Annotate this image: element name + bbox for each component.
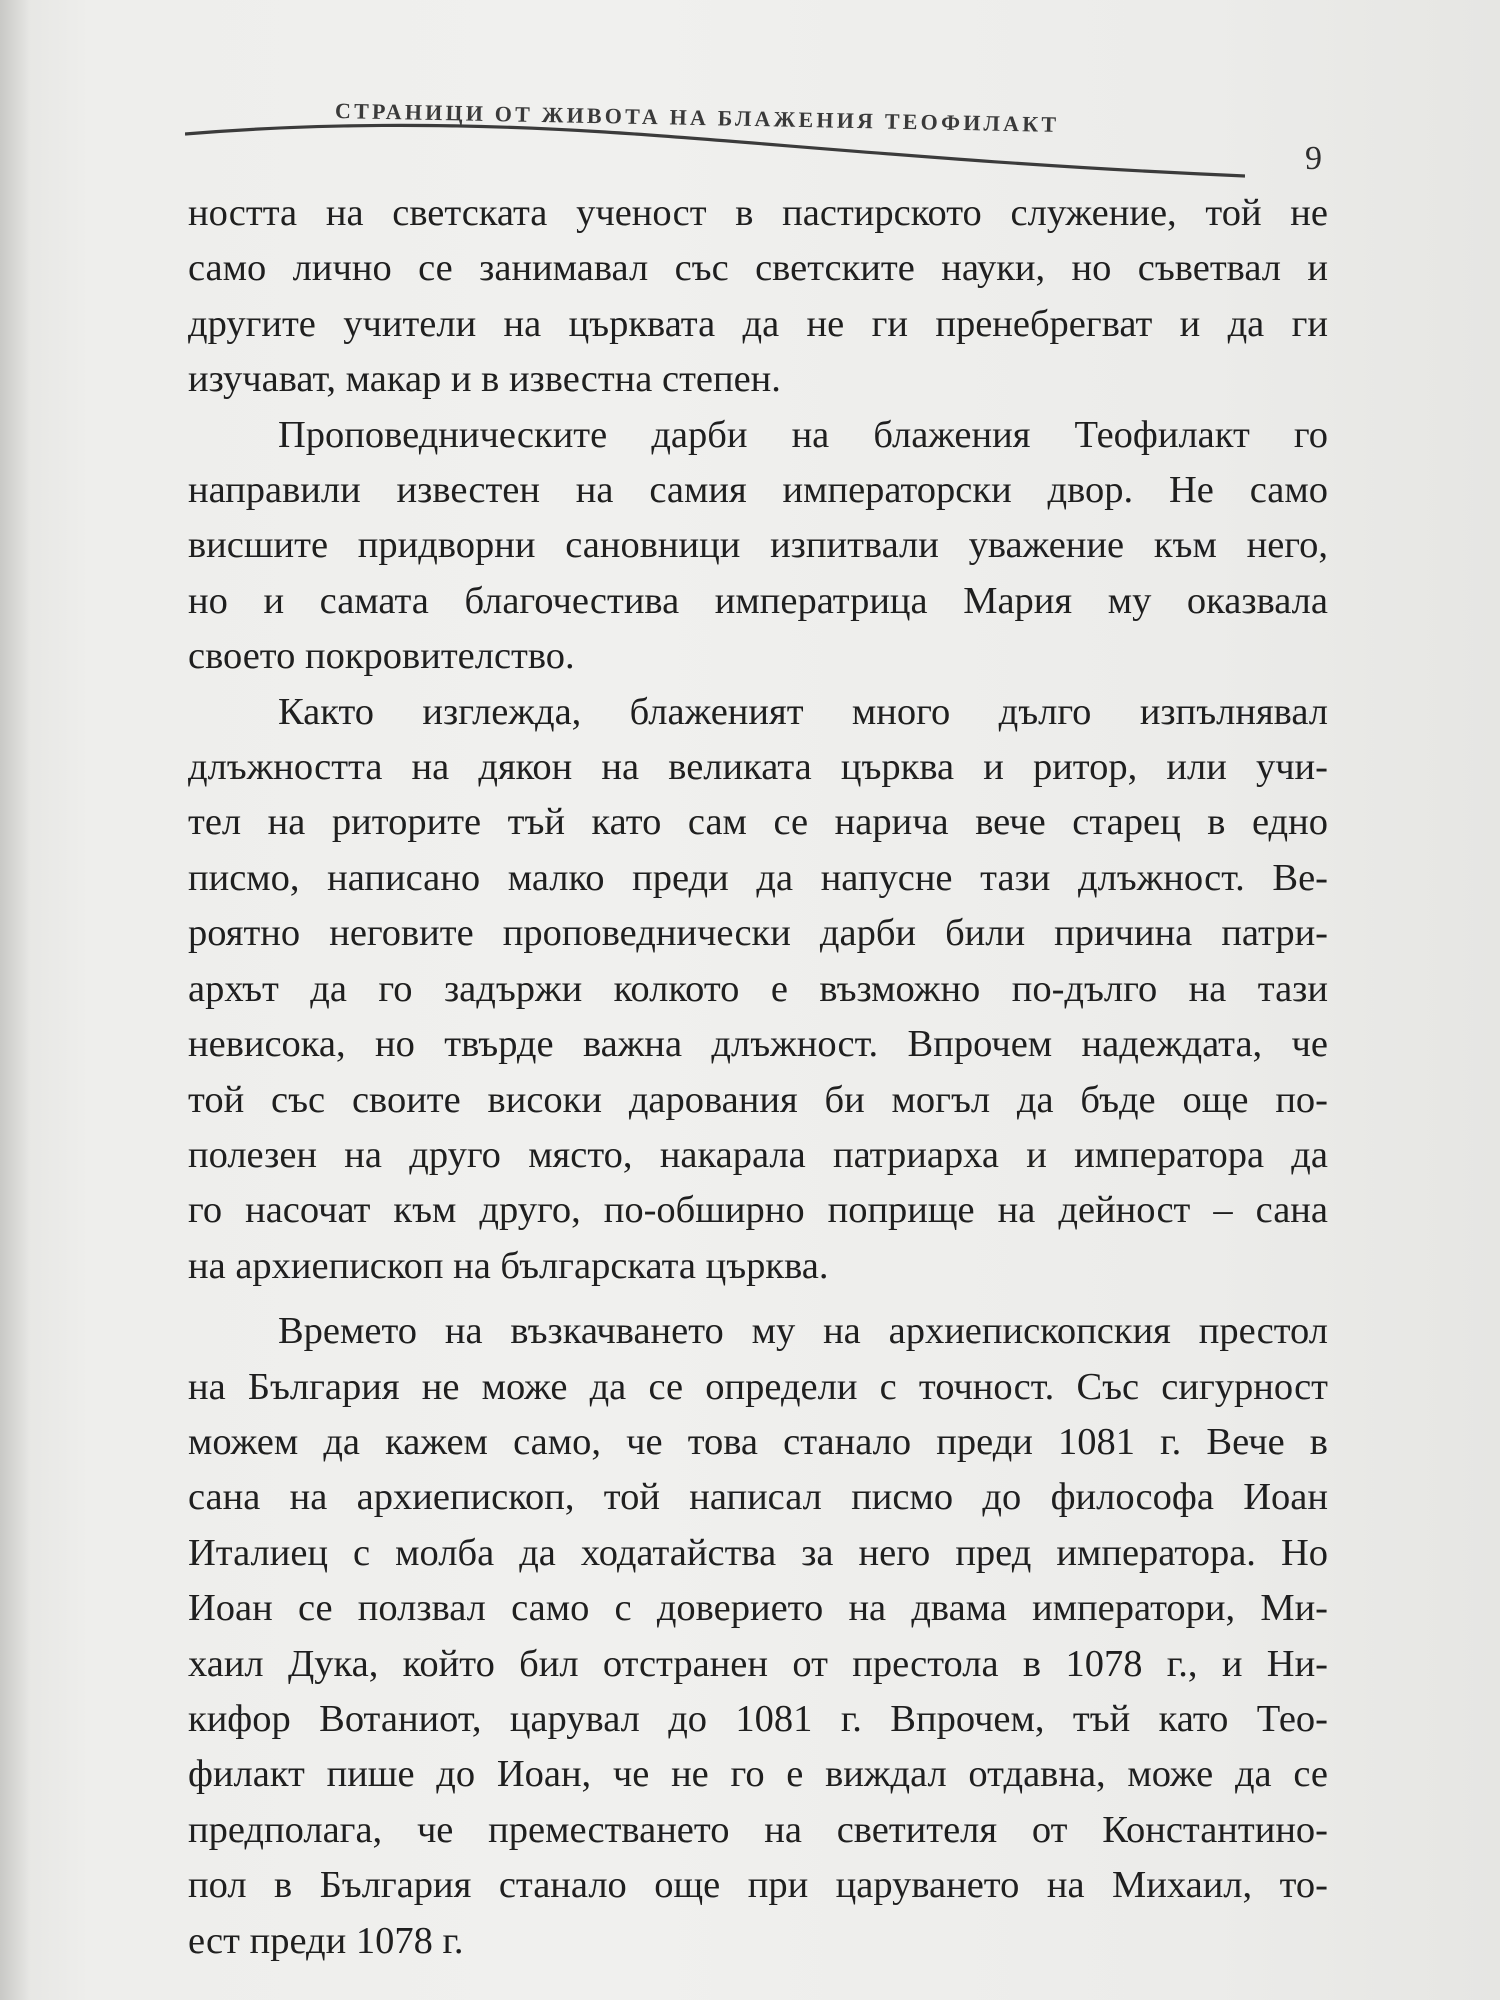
text-line: предполага, че преместването на светителя от Константино- — [188, 1808, 1328, 1851]
body-text — [188, 186, 1338, 1969]
text-line: на архиепископ на българската църква. — [188, 1244, 829, 1287]
text-line: го насочат към друго, по-обширно поприще на дейност – сана — [188, 1189, 1328, 1232]
text-line: Италиец с молба да ходатайства за него пред императора. Но — [188, 1531, 1328, 1574]
text-line: невисока, но твърде важна длъжност. Впрочем надеждата, че — [188, 1023, 1328, 1066]
text-line: филакт пише до Иоан, че не го е виждал отдавна, може да се — [188, 1753, 1328, 1796]
text-line: Иоан се ползвал само с доверието на двама императори, Ми- — [188, 1587, 1328, 1630]
page-number: 9 — [1305, 140, 1322, 177]
text-line: той със своите високи дарования би могъл да бъде още по- — [188, 1078, 1328, 1121]
text-line: висшите придворни сановници изпитвали уважение към него, — [188, 524, 1328, 567]
paragraph — [188, 1304, 1338, 1969]
text-line: роятно неговите проповеднически дарби били причина патри- — [188, 912, 1328, 955]
text-line: архът да го задържи колкото е възможно по-дълго на тази — [188, 967, 1328, 1010]
text-line: ността на светската ученост в пастирското служение, той не — [188, 192, 1328, 234]
text-line: писмо, написано малко преди да напусне тази длъжност. Ве- — [188, 856, 1328, 899]
text-line: длъжността на дякон на великата църква и ритор, или учи- — [188, 746, 1328, 789]
paragraph — [188, 186, 1338, 408]
paragraph-gap — [188, 1294, 1338, 1304]
text-line: можем да кажем само, че това станало преди 1081 г. Вече в — [188, 1420, 1328, 1463]
text-line: Както изглежда, блаженият много дълго изпълнявал — [278, 690, 1328, 733]
text-line: хаил Дука, който бил отстранен от престола в 1078 г., и Ни- — [188, 1642, 1328, 1685]
text-line: Проповедническите дарби на блажения Теофилакт го — [278, 413, 1328, 456]
text-line: кифор Вотаниот, царувал до 1081 г. Впрочем, тъй като Тео- — [188, 1697, 1328, 1740]
paragraph — [188, 685, 1338, 1294]
text-line: пол в България станало още при царуването на Михаил, то- — [188, 1864, 1328, 1907]
page-header — [185, 86, 1365, 196]
text-line: другите учители на църквата да не ги пренебрегват и да ги — [188, 302, 1328, 345]
text-line: само лично се занимавал със светските науки, но съветвал и — [188, 247, 1328, 290]
text-line: направили известен на самия императорски двор. Не само — [188, 469, 1328, 512]
text-line: сана на архиепископ, той написал писмо до философа Иоан — [188, 1476, 1328, 1519]
text-line: своето покровителство. — [188, 635, 575, 678]
text-line: на България не може да се определи с точност. Със сигурност — [188, 1365, 1328, 1408]
paragraph — [188, 408, 1338, 685]
text-line: изучават, макар и в известна степен. — [188, 358, 781, 401]
running-title: СТРАНИЦИ ОТ ЖИВОТА НА БЛАЖЕНИЯ ТЕОФИЛАКТ — [334, 98, 1060, 137]
text-line: тел на риторите тъй като сам се нарича вече старец в едно — [188, 801, 1328, 844]
text-line: Времето на възкачването му на архиепископския престол — [278, 1310, 1328, 1353]
text-line: ест преди 1078 г. — [188, 1919, 464, 1962]
text-line: но и самата благочестива императрица Мария му оказвала — [188, 579, 1328, 622]
text-line: полезен на друго място, накарала патриарха и императора да — [188, 1133, 1328, 1176]
